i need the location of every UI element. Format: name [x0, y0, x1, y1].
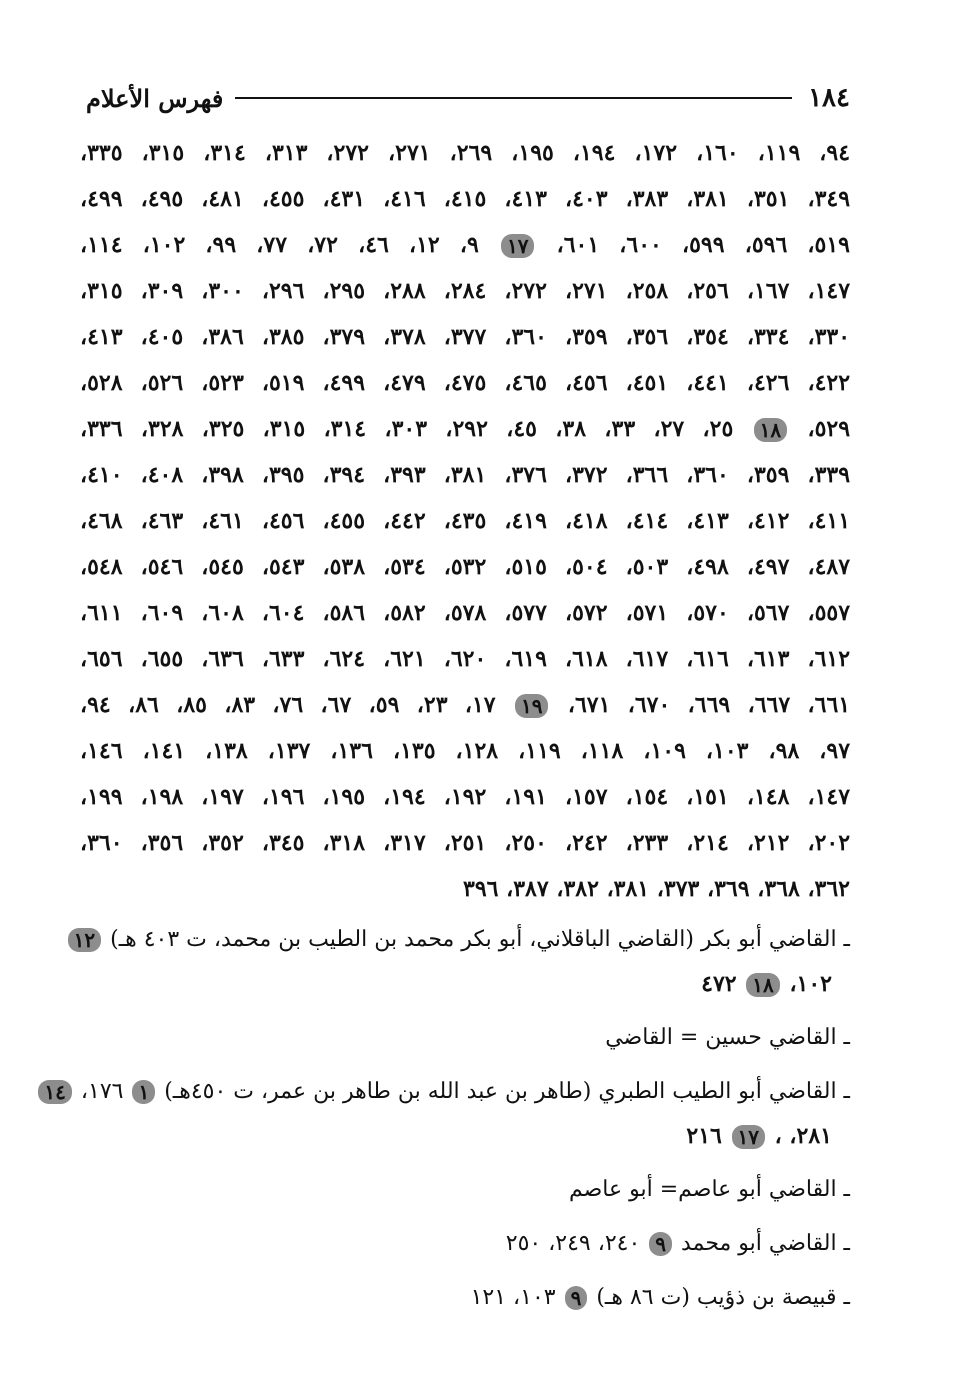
index-entry [80, 1276, 850, 1320]
page-refs: ٩، ١٢، ٤٦، ٧٢، ٧٧، ٩٩، ١٠٢، ١١٤، [80, 232, 479, 258]
page-refs: ٤١١، ٤١٢، ٤١٣، ٤١٤، ٤١٨، ٤١٩، ٤٣٥، ٤٤٢، ٤٥٥، ٤٥٦، ٤٦١، ٤٦٣، ٤٦٨، [80, 508, 850, 534]
page-refs: ٣٦٢، ٣٦٨، ٣٦٩، ٣٧٣، ٣٨١، ٣٨٢، ٣٨٧، ٣٩٦ [463, 876, 850, 902]
page-refs: ٩٤، ١١٩، ١٦٠، ١٧٢، ١٩٤، ١٩٥، ٢٦٩، ٢٧١، ٢٧٢، ٣١٣، ٣١٤، ٣١٥، ٣٣٥، [80, 140, 850, 166]
index-line [80, 452, 850, 498]
volume-badge: ١٤ [38, 1080, 71, 1104]
index-line [80, 268, 850, 314]
index-line [80, 728, 850, 774]
entry-heading-line [80, 1222, 850, 1266]
page-refs: ٣٣٠، ٣٣٤، ٣٥٤، ٣٥٦، ٣٥٩، ٣٦٠، ٣٧٧، ٣٧٨، ٣٧٩، ٣٨٥، ٣٨٦، ٤٠٥، ٤١٣، [80, 324, 850, 350]
entry-heading-line [44, 1070, 850, 1114]
index-entries [44, 918, 850, 1320]
index-line [80, 314, 850, 360]
entry-continuation-line [80, 962, 850, 1006]
index-line [80, 636, 850, 682]
page-refs: ٤٨٧، ٤٩٧، ٤٩٨، ٥٠٣، ٥٠٤، ٥١٥، ٥٣٢، ٥٣٤، ٥٣٨، ٥٤٣، ٥٤٥، ٥٤٦، ٥٤٨، [80, 554, 850, 580]
volume-badge: ١ [132, 1080, 155, 1104]
page-refs: ١٤٧، ١٦٧، ٢٥٦، ٢٥٨، ٢٧١، ٢٧٢، ٢٨٤، ٢٨٨، ٢٩٥، ٢٩٦، ٣٠٠، ٣٠٩، ٣١٥، [80, 278, 850, 304]
index-entry [80, 1016, 850, 1060]
page-refs: ٢٠٢، ٢١٢، ٢١٤، ٢٣٣، ٢٤٢، ٢٥٠، ٢٥١، ٣١٧، ٣١٨، ٣٤٥، ٣٥٢، ٣٥٦، ٣٦٠، [80, 830, 850, 856]
page-refs: ٤٢٢، ٤٢٦، ٤٤١، ٤٥١، ٤٥٦، ٤٦٥، ٤٧٥، ٤٧٩، ٤٩٩، ٥١٩، ٥٢٣، ٥٢٦، ٥٢٨، [80, 370, 850, 396]
index-entry [44, 1070, 850, 1158]
page-refs: ٢١٦ [686, 1123, 722, 1149]
volume-badge: ١٨ [746, 973, 779, 997]
entry-heading-line [80, 1168, 850, 1212]
volume-badge: ١٨ [754, 418, 787, 442]
volume-badge: ١٧ [732, 1125, 765, 1149]
page-refs: ـ القاضي حسين = القاضي [605, 1025, 850, 1050]
page-refs: ٢٥، ٢٧، ٣٣، ٣٨، ٤٥، ٢٩٢، ٣٠٣، ٣١٤، ٣١٥، ٣٢٥، ٣٢٨، ٣٣٦، [80, 416, 734, 442]
volume-badge: ٩ [565, 1286, 588, 1310]
page-refs: ١٧، ٢٣، ٥٩، ٦٧، ٧٦، ٨٣، ٨٥، ٨٦، ٩٤، [80, 692, 496, 718]
index-line [80, 176, 850, 222]
page-refs: ١٤٧، ١٤٨، ١٥١، ١٥٤، ١٥٧، ١٩١، ١٩٢، ١٩٤، ١٩٥، ١٩٦، ١٩٧، ١٩٨، ١٩٩، [80, 784, 850, 810]
page-refs: ٥٥٧، ٥٦٧، ٥٧٠، ٥٧١، ٥٧٢، ٥٧٧، ٥٧٨، ٥٨٢، ٥٨٦، ٦٠٤، ٦٠٨، ٦٠٩، ٦١١، [80, 600, 850, 626]
index-line [80, 360, 850, 406]
page-refs: ٥٢٩، [807, 416, 850, 442]
page-refs: ٣٤٩، ٣٥١، ٣٨١، ٣٨٣، ٤٠٣، ٤١٣، ٤١٥، ٤١٦، ٤٣١، ٤٥٥، ٤٨١، ٤٩٥، ٤٩٩، [80, 186, 850, 212]
index-line [80, 820, 850, 866]
volume-badge: ١٧ [501, 234, 534, 258]
index-continuation-block [80, 130, 850, 912]
index-entry [73, 918, 850, 1006]
entry-continuation-line [80, 1114, 850, 1158]
page-refs: ١٠٢، [789, 971, 832, 997]
page-header [86, 78, 850, 118]
entry-heading-line [73, 918, 850, 962]
page-refs: ٤٧٢ [701, 971, 737, 997]
running-title: فهرس الأعلام [86, 83, 224, 113]
index-line [80, 130, 850, 176]
page-refs: ـ القاضي أبو عاصم= أبو عاصم [568, 1177, 850, 1202]
index-line [80, 544, 850, 590]
index-line [80, 774, 850, 820]
page-refs: ٩٧، ٩٨، ١٠٣، ١٠٩، ١١٨، ١١٩، ١٢٨، ١٣٥، ١٣٦، ١٣٧، ١٣٨، ١٤١، ١٤٦، [80, 738, 850, 764]
header-rule [235, 97, 792, 99]
entry-heading-line [80, 1016, 850, 1060]
volume-badge: ١٩ [515, 694, 548, 718]
index-line [80, 682, 850, 728]
page-refs: ٦٦١، ٦٦٧، ٦٦٩، ٦٧٠، ٦٧١، [567, 692, 850, 718]
page-refs: ٣٣٩، ٣٥٩، ٣٦٠، ٣٦٦، ٣٧٢، ٣٧٦، ٣٨١، ٣٩٣، ٣٩٤، ٣٩٥، ٣٩٨، ٤٠٨، ٤١٠، [80, 462, 850, 488]
page-refs: ٢٨١، ، [774, 1123, 832, 1149]
page-refs: ـ قبيصة بن ذؤيب (ت ٨٦ هـ) [596, 1285, 850, 1310]
index-line [80, 498, 850, 544]
page-refs: ـ القاضي أبو محمد [681, 1231, 850, 1256]
page-refs: ١٧٦، [80, 1079, 124, 1104]
page-refs: ٥١٩، ٥٩٦، ٥٩٩، ٦٠٠، ٦٠١، [556, 232, 850, 258]
page-refs: ٢٤٠، ٢٤٩، ٢٥٠ [505, 1231, 641, 1256]
entry-heading-line [80, 1276, 850, 1320]
index-line [80, 590, 850, 636]
page-number: ١٨٤ [808, 83, 850, 113]
index-line [80, 866, 850, 912]
page-refs: ٦١٢، ٦١٣، ٦١٦، ٦١٧، ٦١٨، ٦١٩، ٦٢٠، ٦٢١، ٦٢٤، ٦٣٣، ٦٣٦، ٦٥٥، ٦٥٦، [80, 646, 850, 672]
page-refs: ـ القاضي أبو الطيب الطبري (طاهر بن عبد الله بن طاهر بن عمر، ت ٤٥٠هـ) [164, 1079, 850, 1104]
index-entry [80, 1222, 850, 1266]
page-refs: ـ القاضي أبو بكر (القاضي الباقلاني، أبو بكر محمد بن الطيب بن محمد، ت ٤٠٣ هـ) [110, 927, 850, 952]
volume-badge: ١٢ [68, 928, 101, 952]
page-refs: ١٠٣، ١٢١ [470, 1285, 556, 1310]
index-line [80, 406, 850, 452]
index-line [80, 222, 850, 268]
volume-badge: ٩ [649, 1232, 672, 1256]
index-entry [80, 1168, 850, 1212]
